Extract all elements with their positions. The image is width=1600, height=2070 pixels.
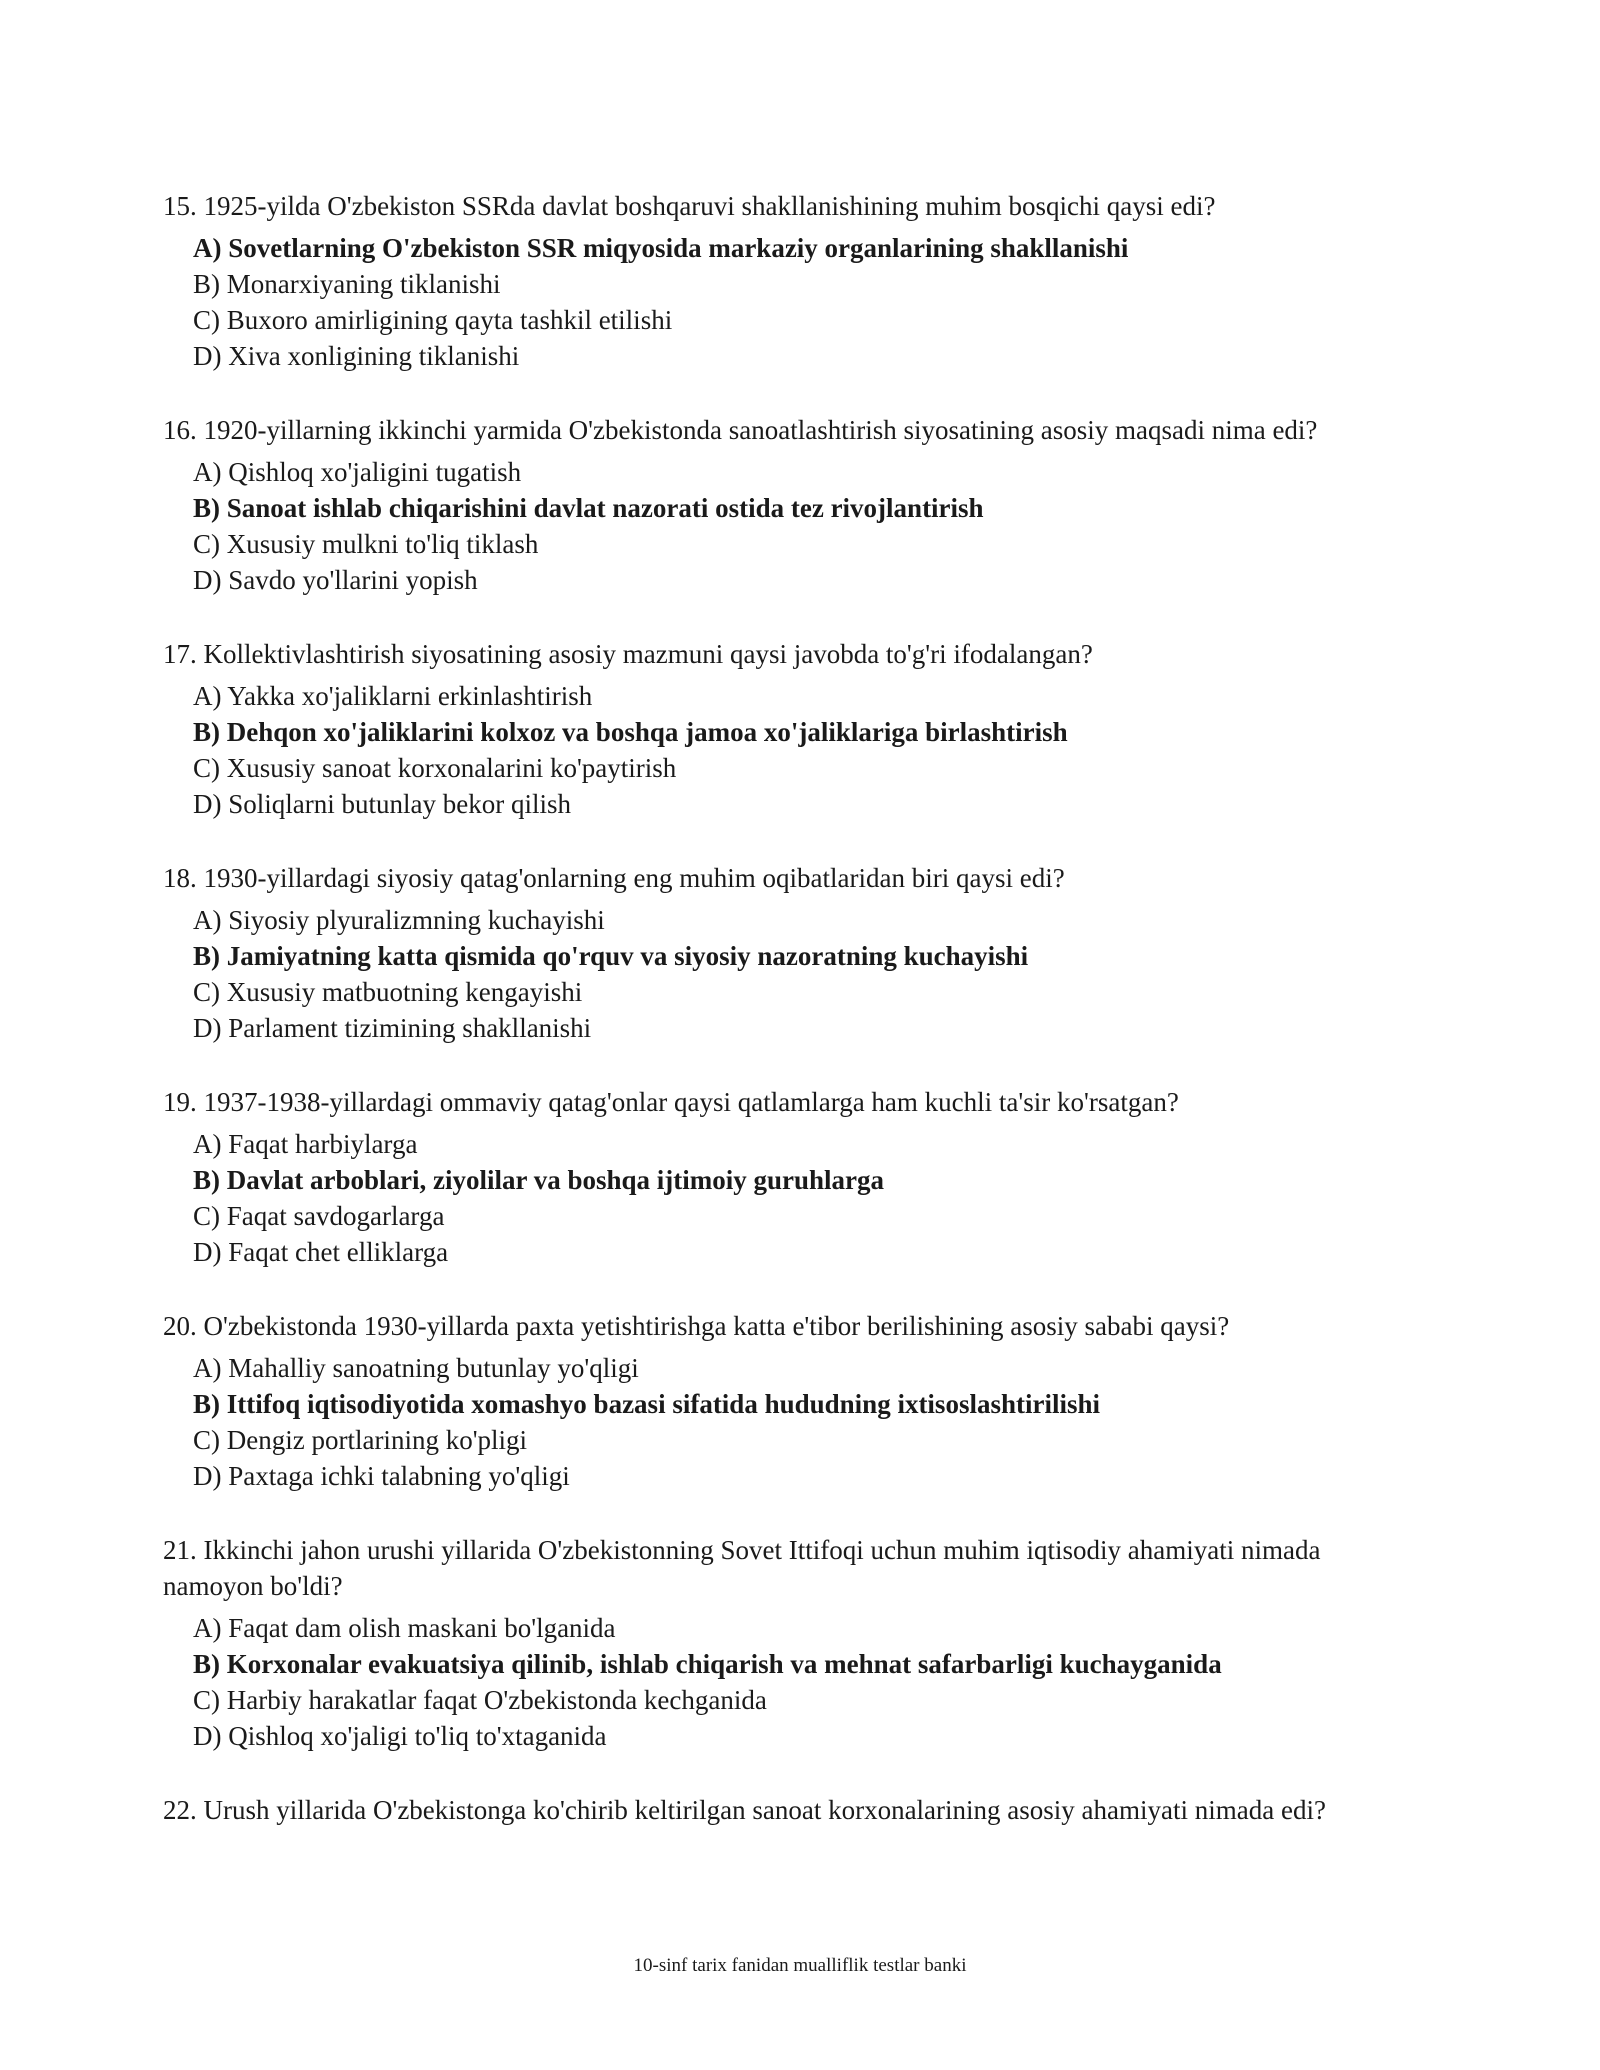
answer-option: C) Xususiy sanoat korxonalarini ko'paytirish (193, 753, 677, 783)
question-text: 16. 1920-yillarning ikkinchi yarmida O'zbekistonda sanoatlashtirish siyosatining asosiy maqsadi nima edi? (163, 415, 1318, 445)
answer-option: D) Savdo yo'llarini yopish (193, 565, 478, 595)
answer-option: C) Faqat savdogarlarga (193, 1201, 445, 1231)
answer-option: D) Qishloq xo'jaligi to'liq to'xtaganida (193, 1721, 607, 1751)
answer-option: B) Monarxiyaning tiklanishi (193, 269, 501, 299)
answer-option: C) Dengiz portlarining ko'pligi (193, 1425, 528, 1455)
question-text: 17. Kollektivlashtirish siyosatining asosiy mazmuni qaysi javobda to'g'ri ifodalangan? (163, 639, 1093, 669)
answer-options (163, 678, 1423, 822)
question-text: 20. O'zbekistonda 1930-yillarda paxta yetishtirishga katta e'tibor berilishining asosiy sababi qaysi? (163, 1311, 1230, 1341)
answer-options (163, 1610, 1423, 1754)
answer-options (163, 1350, 1423, 1494)
answer-option: D) Soliqlarni butunlay bekor qilish (193, 789, 571, 819)
answer-option: A) Mahalliy sanoatning butunlay yo'qligi (193, 1353, 639, 1383)
question-block (163, 1532, 1423, 1754)
answer-option-correct: B) Davlat arboblari, ziyolilar va boshqa ijtimoiy guruhlarga (193, 1165, 885, 1195)
answer-option: C) Buxoro amirligining qayta tashkil etilishi (193, 305, 673, 335)
answer-option: D) Paxtaga ichki talabning yo'qligi (193, 1461, 570, 1491)
question-text: 18. 1930-yillardagi siyosiy qatag'onlarning eng muhim oqibatlaridan biri qaysi edi? (163, 863, 1065, 893)
question-text: 22. Urush yillarida O'zbekistonga ko'chirib keltirilgan sanoat korxonalarining asosiy ahamiyati nimada edi? (163, 1795, 1326, 1825)
answer-option: A) Faqat dam olish maskani bo'lganida (193, 1613, 616, 1643)
answer-option-correct: B) Ittifoq iqtisodiyotida xomashyo bazasi sifatida hududning ixtisoslashtirilishi (193, 1389, 1100, 1419)
answer-option-correct: B) Dehqon xo'jaliklarini kolxoz va boshqa jamoa xo'jaliklariga birlashtirish (193, 717, 1068, 747)
answer-option: A) Qishloq xo'jaligini tugatish (193, 457, 522, 487)
answer-option-correct: B) Jamiyatning katta qismida qo'rquv va siyosiy nazoratning kuchayishi (193, 941, 1029, 971)
answer-option-correct: B) Sanoat ishlab chiqarishini davlat nazorati ostida tez rivojlantirish (193, 493, 984, 523)
question-block (163, 860, 1423, 1046)
answer-options (163, 230, 1423, 374)
page-footer: 10-sinf tarix fanidan mualliflik testlar banki (633, 1955, 967, 1976)
answer-option-correct: A) Sovetlarning O'zbekiston SSR miqyosida markaziy organlarining shakllanishi (193, 233, 1129, 263)
answer-option: D) Xiva xonligining tiklanishi (193, 341, 520, 371)
answer-option: A) Yakka xo'jaliklarni erkinlashtirish (193, 681, 593, 711)
question-block (163, 188, 1423, 374)
question-block (163, 1308, 1423, 1494)
question-block (163, 636, 1423, 822)
answer-option: C) Harbiy harakatlar faqat O'zbekistonda kechganida (193, 1685, 767, 1715)
test-page (163, 188, 1423, 1866)
answer-option: A) Siyosiy plyuralizmning kuchayishi (193, 905, 605, 935)
question-text: 15. 1925-yilda O'zbekiston SSRda davlat boshqaruvi shakllanishining muhim bosqichi qaysi edi? (163, 191, 1216, 221)
question-block (163, 1792, 1423, 1828)
question-text: 21. Ikkinchi jahon urushi yillarida O'zbekistonning Sovet Ittifoqi uchun muhim iqtisodiy ahamiyati nimada namoyon bo'ldi? (163, 1535, 1321, 1601)
answer-option: A) Faqat harbiylarga (193, 1129, 418, 1159)
answer-option: C) Xususiy mulkni to'liq tiklash (193, 529, 539, 559)
answer-option: D) Parlament tizimining shakllanishi (193, 1013, 592, 1043)
answer-option: D) Faqat chet elliklarga (193, 1237, 449, 1267)
answer-option: C) Xususiy matbuotning kengayishi (193, 977, 583, 1007)
question-block (163, 1084, 1423, 1270)
answer-options (163, 454, 1423, 598)
answer-options (163, 1126, 1423, 1270)
question-block (163, 412, 1423, 598)
question-text: 19. 1937-1938-yillardagi ommaviy qatag'onlar qaysi qatlamlarga ham kuchli ta'sir ko'rsatgan? (163, 1087, 1179, 1117)
answer-options (163, 902, 1423, 1046)
answer-option-correct: B) Korxonalar evakuatsiya qilinib, ishlab chiqarish va mehnat safarbarligi kuchayganida (193, 1649, 1222, 1679)
